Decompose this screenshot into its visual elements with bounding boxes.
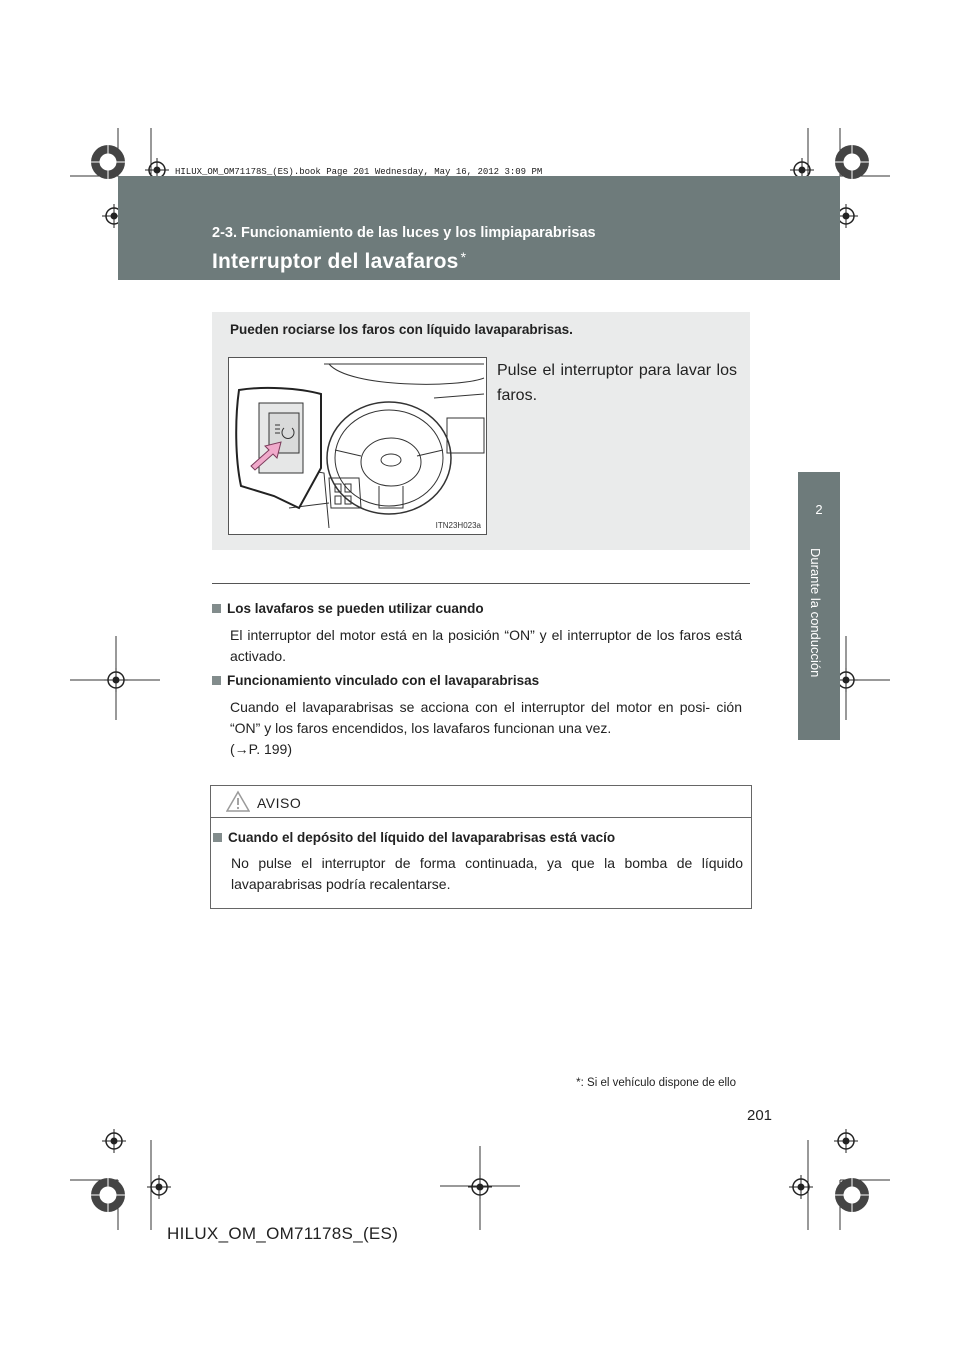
warning-title: AVISO (257, 795, 302, 811)
warning-header (211, 786, 751, 818)
page-number: 201 (747, 1107, 773, 1124)
intro-heading: Pueden rociarse los faros con líquido lavaparabrisas. (230, 322, 573, 337)
warning-triangle-icon (226, 790, 250, 812)
page-title: Interruptor del lavafaros (212, 250, 459, 273)
bullet-square-icon (212, 604, 221, 613)
dashboard-illustration (228, 357, 487, 535)
warning-body: No pulse el interruptor de forma continuada, ya que la bomba de líquido lavaparabrisas podría recalentarse. (231, 855, 743, 892)
bullet-square-icon (212, 676, 221, 685)
registration-mark-icon (833, 1176, 871, 1214)
crosshair-icon (834, 1129, 858, 1153)
crosshair-icon (789, 1175, 813, 1199)
steering-wheel-switch-drawing (229, 358, 486, 534)
document-id: HILUX_OM_OM71178S_(ES) (167, 1224, 399, 1243)
note-body: Cuando el lavaparabrisas se acciona con el interruptor del motor en posi- ción “ON” y los faros encendidos, los lavafaros funcionan una vez. (230, 699, 742, 736)
page-reference-link[interactable]: (→P. 199) (230, 741, 292, 757)
footnote: *: Si el vehículo dispone de ello (576, 1077, 736, 1089)
crosshair-icon (468, 1175, 492, 1199)
warning-heading: Cuando el depósito del líquido del lavaparabrisas está vacío (213, 830, 615, 845)
chapter-number: 2 (815, 502, 823, 517)
illustration-code: ITN23H023a (435, 521, 481, 530)
registration-mark-icon (89, 1176, 127, 1214)
intro-instruction: Pulse el interruptor para lavar los faros. (497, 362, 737, 404)
book-info: HILUX_OM_OM71178S_(ES).book Page 201 Wednesday, May 16, 2012 3:09 PM (175, 167, 543, 177)
crosshair-icon (147, 1175, 171, 1199)
section-divider (212, 583, 750, 584)
chapter-label: Durante la conducción (808, 548, 823, 678)
page-title-wrap (212, 250, 466, 274)
note-heading: Funcionamiento vinculado con el lavaparabrisas (212, 673, 539, 688)
title-asterisk: * (460, 249, 467, 265)
bullet-square-icon (213, 833, 222, 842)
section-heading: 2-3. Funcionamiento de las luces y los limpiaparabrisas (212, 225, 596, 241)
warning-box (210, 785, 752, 909)
crosshair-icon (102, 1129, 126, 1153)
note-heading: Los lavafaros se pueden utilizar cuando (212, 601, 484, 616)
note-body: El interruptor del motor está en la posición “ON” y el interruptor de los faros está activado. (230, 627, 742, 664)
crosshair-icon (104, 668, 128, 692)
